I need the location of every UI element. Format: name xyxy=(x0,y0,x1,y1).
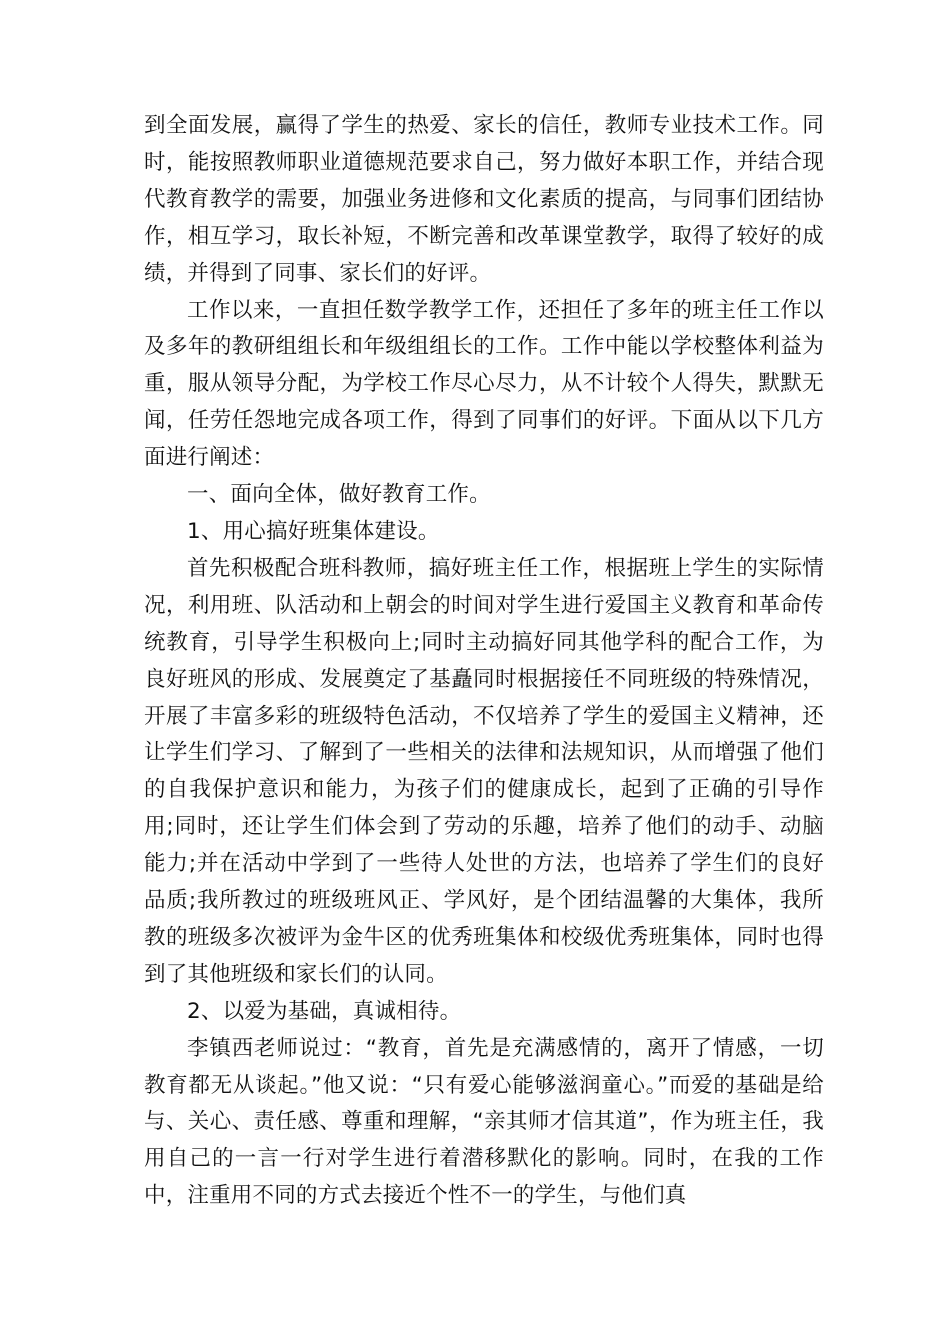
paragraph-love-foundation: 李镇西老师说过：“教育，首先是充满感情的，离开了情感，一切教育都无从谈起。”他又说：“只有爱心能够滋润童心。”而爱的基础是给与、关心、责任感、尊重和理解，“亲其师才信其道”，作为班主任，我用自己的一言一行对学生进行着潜移默化的影响。同时，在我的工作中，注重用不同的方式去接近个性不一的学生，与他们真 xyxy=(144,1035,824,1209)
subsection-heading-2: 2、以爱为基础，真诚相待。 xyxy=(187,998,462,1024)
section-heading-1: 一、面向全体，做好教育工作。 xyxy=(187,482,491,508)
subsection-heading-1: 1、用心搞好班集体建设。 xyxy=(187,518,440,544)
paragraph-work-overview: 工作以来，一直担任数学教学工作，还担任了多年的班主任工作以及多年的教研组组长和年级组组长的工作。工作中能以学校整体利益为重，服从领导分配，为学校工作尽心尽力，从不计较个人得失，默默无闻，任劳任怨地完成各项工作，得到了同事们的好评。下面从以下几方面进行阐述： xyxy=(144,297,824,471)
document-body xyxy=(144,108,824,1215)
paragraph-intro-continuation: 到全面发展，赢得了学生的热爱、家长的信任，教师专业技术工作。同时，能按照教师职业道德规范要求自己，努力做好本职工作，并结合现代教育教学的需要，加强业务进修和文化素质的提高，与同事们团结协作，相互学习，取长补短，不断完善和改革课堂教学，取得了较好的成绩，并得到了同事、家长们的好评。 xyxy=(144,113,824,286)
paragraph-class-building: 首先积极配合班科教师，搞好班主任工作，根据班上学生的实际情况，利用班、队活动和上朝会的时间对学生进行爱国主义教育和革命传统教育，引导学生积极向上;同时主动搞好同其他学科的配合工作，为良好班风的形成、发展奠定了基矗同时根据接任不同班级的特殊情况，开展了丰富多彩的班级特色活动，不仅培养了学生的爱国主义精神，还让学生们学习、了解到了一些相关的法律和法规知识，从而增强了他们的自我保护意识和能力，为孩子们的健康成长，起到了正确的引导作用;同时，还让学生们体会到了劳动的乐趣，培养了他们的动手、动脑能力;并在活动中学到了一些待人处世的方法，也培养了学生们的良好品质;我所教过的班级班风正、学风好，是个团结温馨的大集体，我所教的班级多次被评为金牛区的优秀班集体和校级优秀班集体，同时也得到了其他班级和家长们的认同。 xyxy=(144,555,824,987)
